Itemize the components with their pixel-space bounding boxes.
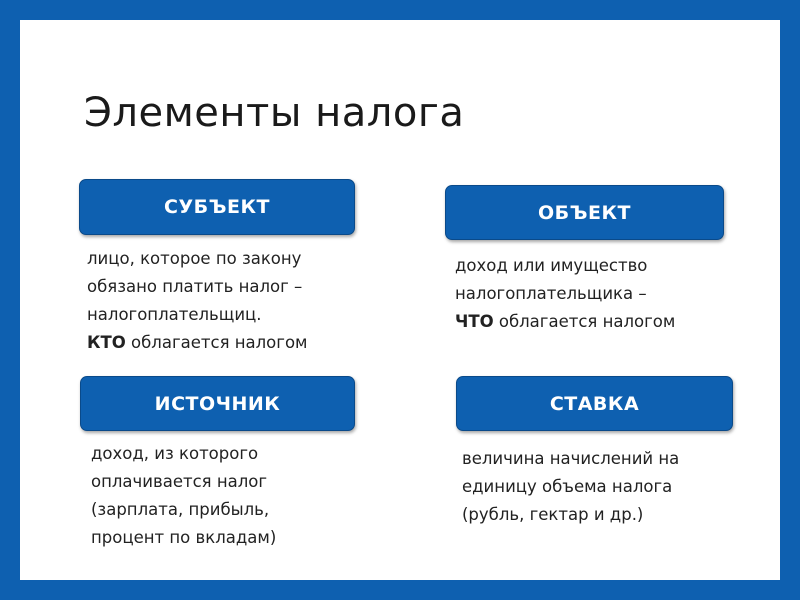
subject-line-2: обязано платить налог – — [87, 277, 303, 296]
object-line-3 — [455, 308, 675, 336]
subject-line-1: лицо, которое по закону — [87, 249, 302, 268]
subject-description — [87, 245, 308, 357]
subject-emphasis-rest: облагается налогом — [125, 333, 308, 352]
rate-line-1: величина начислений на — [462, 449, 680, 468]
object-emphasis-rest: облагается налогом — [493, 312, 676, 331]
source-line-3: (зарплата, прибыль, — [91, 500, 270, 519]
rate-description — [462, 445, 679, 529]
object-description — [455, 252, 675, 336]
object-line-1: доход или имущество — [455, 256, 648, 275]
subject-line-4 — [87, 329, 308, 357]
source-line-1: доход, из которого — [91, 444, 259, 463]
source-line-4: процент по вкладам) — [91, 528, 277, 547]
subject-emphasis: КТО — [87, 333, 126, 352]
source-label-box: ИСТОЧНИК — [80, 376, 355, 431]
source-line-2: оплачивается налог — [91, 472, 268, 491]
object-line-2: налогоплательщика – — [455, 284, 647, 303]
rate-line-3: (рубль, гектар и др.) — [462, 505, 644, 524]
rate-label-box: СТАВКА — [456, 376, 733, 431]
source-description — [91, 440, 276, 552]
slide-title: Элементы налога — [84, 90, 465, 136]
object-label-box: ОБЪЕКТ — [445, 185, 724, 240]
object-emphasis: ЧТО — [455, 312, 494, 331]
subject-line-3: налогоплательщиц. — [87, 305, 262, 324]
rate-line-2: единицу объема налога — [462, 477, 673, 496]
subject-label-box: СУБЪЕКТ — [79, 179, 355, 235]
